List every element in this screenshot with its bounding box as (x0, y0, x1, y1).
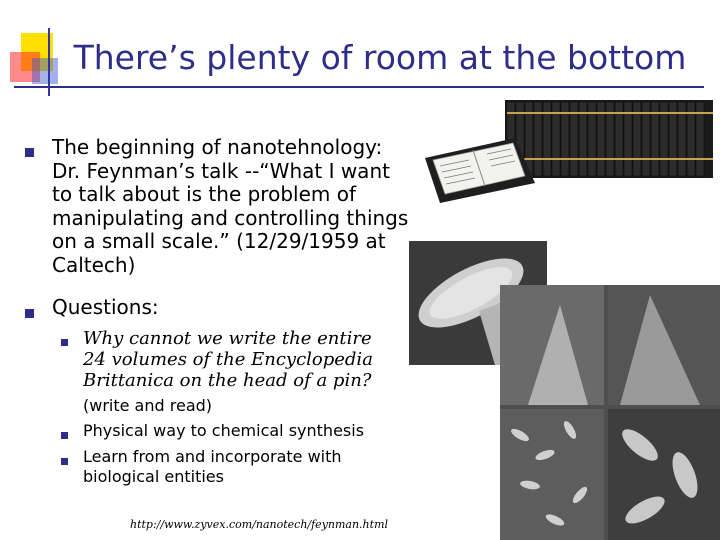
write-read-note: (write and read) (83, 396, 213, 415)
bullet-questions: Questions: (52, 295, 159, 319)
sub-bullet-chemical-synthesis: Physical way to chemical synthesis (83, 421, 365, 440)
sub-bullet-marker (61, 339, 68, 346)
sub-bullet-question: Why cannot we write the entire 24 volumes of the Encyclopedia Brittanica on the head of a pin? (83, 328, 373, 391)
encyclopedia-books-image (425, 98, 713, 210)
title-underline (14, 86, 704, 88)
microscopy-image (500, 285, 720, 540)
bullet-marker (25, 309, 34, 318)
decor-blue-square (32, 58, 58, 84)
sub-bullet-biological: Learn from and incorporate with biological entities (83, 447, 342, 486)
sub-bullet-marker (61, 432, 68, 439)
sub-bullet-marker (61, 458, 68, 465)
slide-title: There’s plenty of room at the bottom (73, 38, 687, 77)
bullet-marker (25, 148, 34, 157)
bullet-feynman-talk: The beginning of nanotehnology: Dr. Feynman’s talk --“What I want to talk about is the problem of manipulating and controlling things on a small scale.” (12/29/1959 at Caltech) (52, 135, 409, 277)
source-url: http://www.zyvex.com/nanotech/feynman.html (130, 518, 389, 531)
